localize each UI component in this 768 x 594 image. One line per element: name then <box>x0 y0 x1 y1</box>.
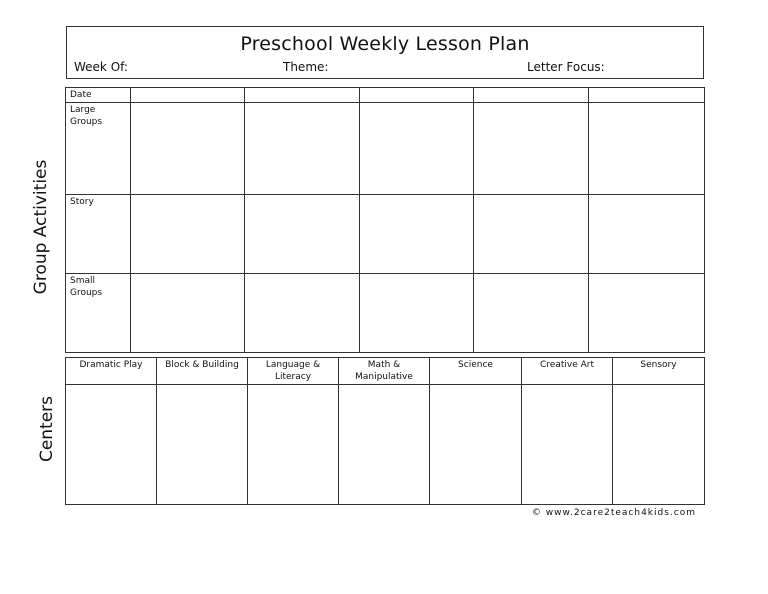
plan-cell[interactable] <box>131 103 245 195</box>
row-label-large-groups: Large Groups <box>66 103 131 195</box>
column-header-science: Science <box>430 358 522 385</box>
plan-cell[interactable] <box>589 274 705 353</box>
centers-header-row <box>66 358 705 385</box>
date-cell[interactable] <box>245 88 360 103</box>
copyright-text: © www.2care2teach4kids.com <box>531 508 696 518</box>
column-header-creative-art: Creative Art <box>522 358 613 385</box>
table-row <box>66 385 705 505</box>
plan-cell[interactable] <box>360 195 474 274</box>
center-cell[interactable] <box>248 385 339 505</box>
plan-cell[interactable] <box>589 103 705 195</box>
column-header-math-manipulative: Math & Manipulative <box>339 358 430 385</box>
center-cell[interactable] <box>339 385 430 505</box>
table-row <box>66 274 705 353</box>
center-cell[interactable] <box>522 385 613 505</box>
column-header-sensory: Sensory <box>613 358 705 385</box>
plan-cell[interactable] <box>131 274 245 353</box>
plan-cell[interactable] <box>474 274 589 353</box>
column-header-dramatic-play: Dramatic Play <box>66 358 157 385</box>
center-cell[interactable] <box>66 385 157 505</box>
plan-cell[interactable] <box>360 103 474 195</box>
center-cell[interactable] <box>157 385 248 505</box>
plan-cell[interactable] <box>245 195 360 274</box>
date-cell[interactable] <box>131 88 245 103</box>
theme-label: Theme: <box>283 60 329 74</box>
header-box <box>66 26 704 79</box>
date-cell[interactable] <box>589 88 705 103</box>
letter-focus-label: Letter Focus: <box>527 60 605 74</box>
table-row <box>66 103 705 195</box>
center-cell[interactable] <box>613 385 705 505</box>
date-cell[interactable] <box>474 88 589 103</box>
date-row <box>66 88 705 103</box>
plan-cell[interactable] <box>589 195 705 274</box>
group-activities-table <box>65 87 705 353</box>
row-label-story: Story <box>66 195 131 274</box>
plan-cell[interactable] <box>245 274 360 353</box>
week-of-label: Week Of: <box>74 60 128 74</box>
centers-label: Centers <box>37 395 57 463</box>
plan-cell[interactable] <box>360 274 474 353</box>
column-header-block-building: Block & Building <box>157 358 248 385</box>
plan-cell[interactable] <box>474 103 589 195</box>
date-cell[interactable] <box>360 88 474 103</box>
column-header-language-literacy: Language & Literacy <box>248 358 339 385</box>
centers-table <box>65 357 705 505</box>
plan-cell[interactable] <box>245 103 360 195</box>
date-label: Date <box>66 88 131 103</box>
row-label-small-groups: Small Groups <box>66 274 131 353</box>
plan-cell[interactable] <box>131 195 245 274</box>
table-row <box>66 195 705 274</box>
page-title: Preschool Weekly Lesson Plan <box>240 33 530 55</box>
plan-cell[interactable] <box>474 195 589 274</box>
group-activities-label: Group Activities <box>31 159 51 295</box>
center-cell[interactable] <box>430 385 522 505</box>
